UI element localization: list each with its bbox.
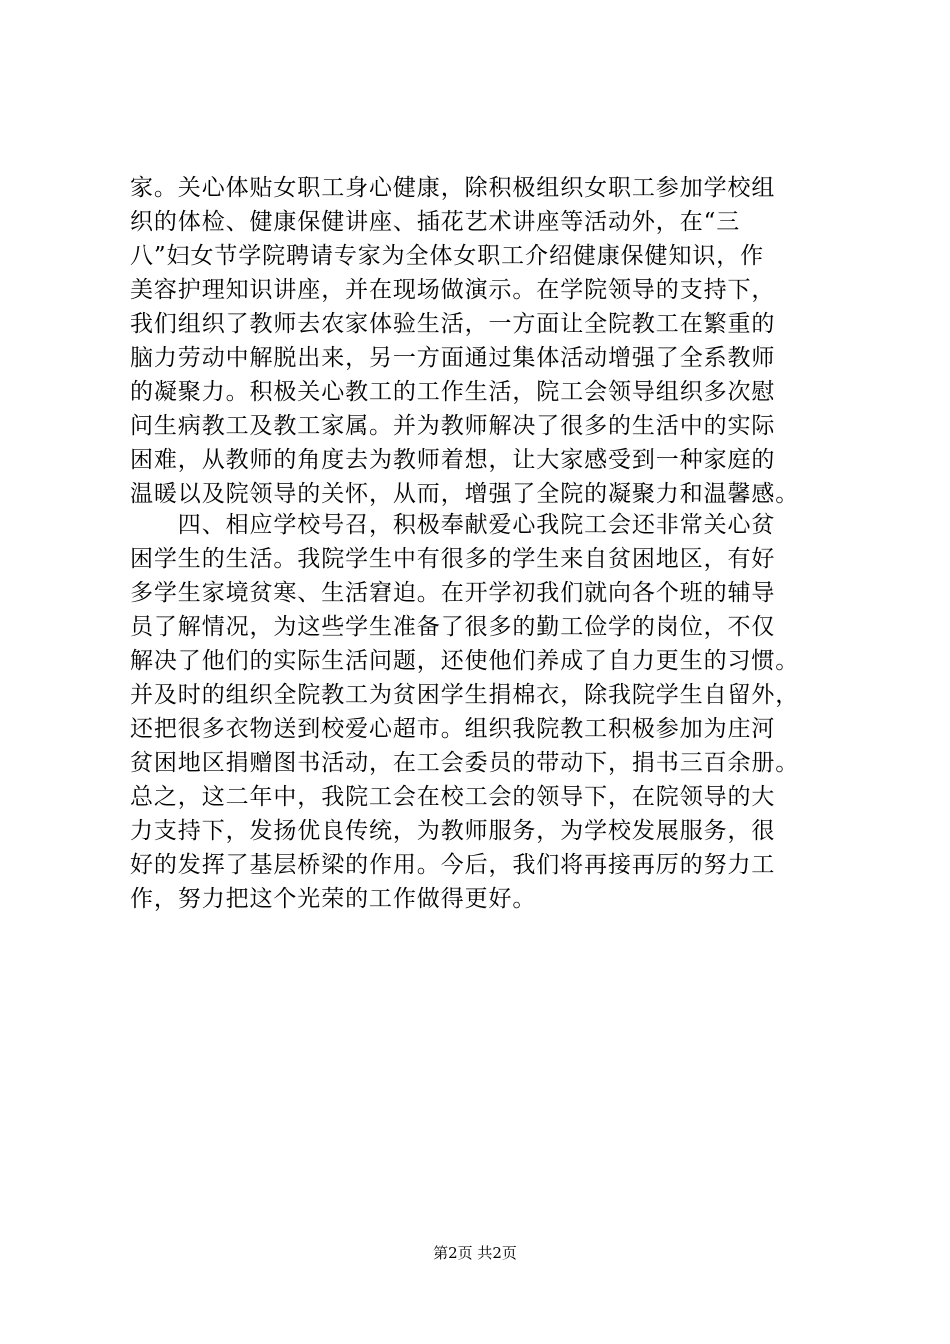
text-line: 并及时的组织全院教工为贫困学生捐棉衣，除我院学生自留外，: [130, 682, 800, 708]
text-line: 困学生的生活。我院学生中有很多的学生来自贫困地区，有好: [130, 546, 776, 572]
text-line: 四、相应学校号召，积极奉献爱心我院工会还非常关心贫: [130, 512, 776, 538]
text-line: 困难，从教师的角度去为教师着想，让大家感受到一种家庭的: [130, 447, 776, 473]
text-line: 温暖以及院领导的关怀，从而，增强了全院的凝聚力和温馨感。: [130, 481, 800, 507]
text-line: 还把很多衣物送到校爱心超市。组织我院教工积极参加为庄河: [130, 716, 776, 742]
text-line: 八”妇女节学院聘请专家为全体女职工介绍健康保健知识，作: [130, 243, 765, 269]
text-line: 织的体检、健康保健讲座、插花艺术讲座等活动外，在“三: [130, 209, 741, 235]
text-line: 力支持下，发扬优良传统，为教师服务，为学校发展服务，很: [130, 818, 776, 844]
text-line: 解决了他们的实际生活问题，还使他们养成了自力更生的习惯。: [130, 648, 800, 674]
text-line: 好的发挥了基层桥梁的作用。今后，我们将再接再厉的努力工: [130, 852, 776, 878]
paragraph-women-staff-care: [130, 171, 830, 511]
text-line: 的凝聚力。积极关心教工的工作生活，院工会领导组织多次慰: [130, 379, 776, 405]
paragraph-poor-students-support: [130, 508, 830, 916]
text-line: 美容护理知识讲座，并在现场做演示。在学院领导的支持下，: [130, 277, 776, 303]
text-line: 我们组织了教师去农家体验生活，一方面让全院教工在繁重的: [130, 311, 776, 337]
text-line: 员了解情况，为这些学生准备了很多的勤工俭学的岗位，不仅: [130, 614, 776, 640]
text-line: 总之，这二年中，我院工会在校工会的领导下，在院领导的大: [130, 784, 776, 810]
text-line: 多学生家境贫寒、生活窘迫。在开学初我们就向各个班的辅导: [130, 580, 776, 606]
text-line: 问生病教工及教工家属。并为教师解决了很多的生活中的实际: [130, 413, 776, 439]
text-line: 作，努力把这个光荣的工作做得更好。: [130, 886, 537, 912]
text-line: 脑力劳动中解脱出来，另一方面通过集体活动增强了全系教师: [130, 345, 776, 371]
text-line: 贫困地区捐赠图书活动，在工会委员的带动下，捐书三百余册。: [130, 750, 800, 776]
text-line: 家。关心体贴女职工身心健康，除积极组织女职工参加学校组: [130, 175, 776, 201]
page-number-footer: 第2页 共2页: [433, 1244, 517, 1262]
